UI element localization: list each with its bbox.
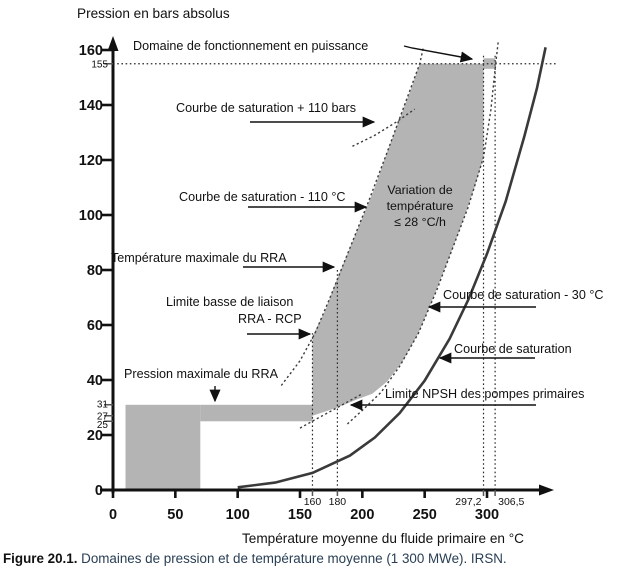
x-axis-minor-ticks [304, 490, 525, 508]
label-variation-line3: ≤ 28 °C/h [394, 215, 446, 229]
rra-band [200, 405, 312, 422]
y-minor-tick-label: 155 [91, 59, 108, 71]
x-minor-tick-label: 180 [328, 496, 347, 508]
caption-text: Domaines de pression et de température moyenne (1 300 MWe). IRSN. [81, 551, 507, 566]
x-minor-tick-label: 306,5 [498, 496, 525, 508]
caption-number: Figure 20.1. [3, 551, 78, 566]
y-minor-tick-label: 31 [96, 399, 108, 411]
y-minor-tick-label: 27 [96, 411, 108, 423]
y-tick-label: 100 [78, 208, 103, 224]
y-tick-label: 40 [86, 373, 103, 389]
arrow-domaine [404, 46, 472, 59]
x-tick-label: 250 [412, 507, 437, 523]
y-tick-label: 80 [86, 263, 103, 279]
power-operating-bar [484, 58, 496, 69]
x-axis-title: Température moyenne du fluide primaire en °C [242, 531, 524, 546]
x-tick-label: 100 [225, 507, 250, 523]
y-axis-title: Pression en bars absolus [77, 6, 230, 21]
label-saturation: Courbe de saturation [454, 342, 572, 356]
y-minor-tick-label: 25 [96, 419, 108, 431]
x-tick-label: 0 [108, 507, 118, 523]
x-tick-label: 50 [167, 507, 184, 523]
label-variation-line1: Variation de [387, 183, 453, 197]
y-tick-label: 0 [94, 483, 103, 499]
x-minor-tick-label: 160 [303, 496, 322, 508]
y-tick-label: 160 [78, 43, 103, 59]
label-liaison-line1: Limite basse de liaison [166, 295, 294, 309]
x-tick-label: 200 [350, 507, 375, 523]
label-sat-minus-30: Courbe de saturation - 30 °C [443, 288, 604, 302]
x-tick-label: 300 [474, 507, 500, 523]
y-tick-label: 60 [86, 318, 103, 334]
operating-domain-region [313, 64, 484, 416]
y-tick-label: 20 [86, 428, 103, 444]
label-domaine: Domaine de fonctionnement en puissance [133, 39, 369, 53]
label-sat-plus-110: Courbe de saturation + 110 bars [176, 101, 357, 115]
figure-caption [3, 551, 633, 566]
label-sat-minus-110: Courbe de saturation - 110 °C [179, 190, 346, 204]
label-liaison-line2: RRA - RCP [238, 312, 302, 326]
x-axis-arrowhead [539, 485, 554, 496]
y-tick-label: 120 [78, 153, 103, 169]
label-tmax-rra: Température maximale du RRA [111, 251, 287, 265]
label-variation-line2: température [386, 199, 454, 213]
y-tick-label: 140 [78, 98, 103, 114]
x-minor-tick-label: 297,2 [455, 496, 482, 508]
label-npsh: Limite NPSH des pompes primaires [385, 387, 585, 401]
x-tick-label: 150 [287, 507, 313, 523]
rra-low-block [126, 405, 201, 490]
label-pmax-rra: Pression maximale du RRA [124, 367, 278, 381]
